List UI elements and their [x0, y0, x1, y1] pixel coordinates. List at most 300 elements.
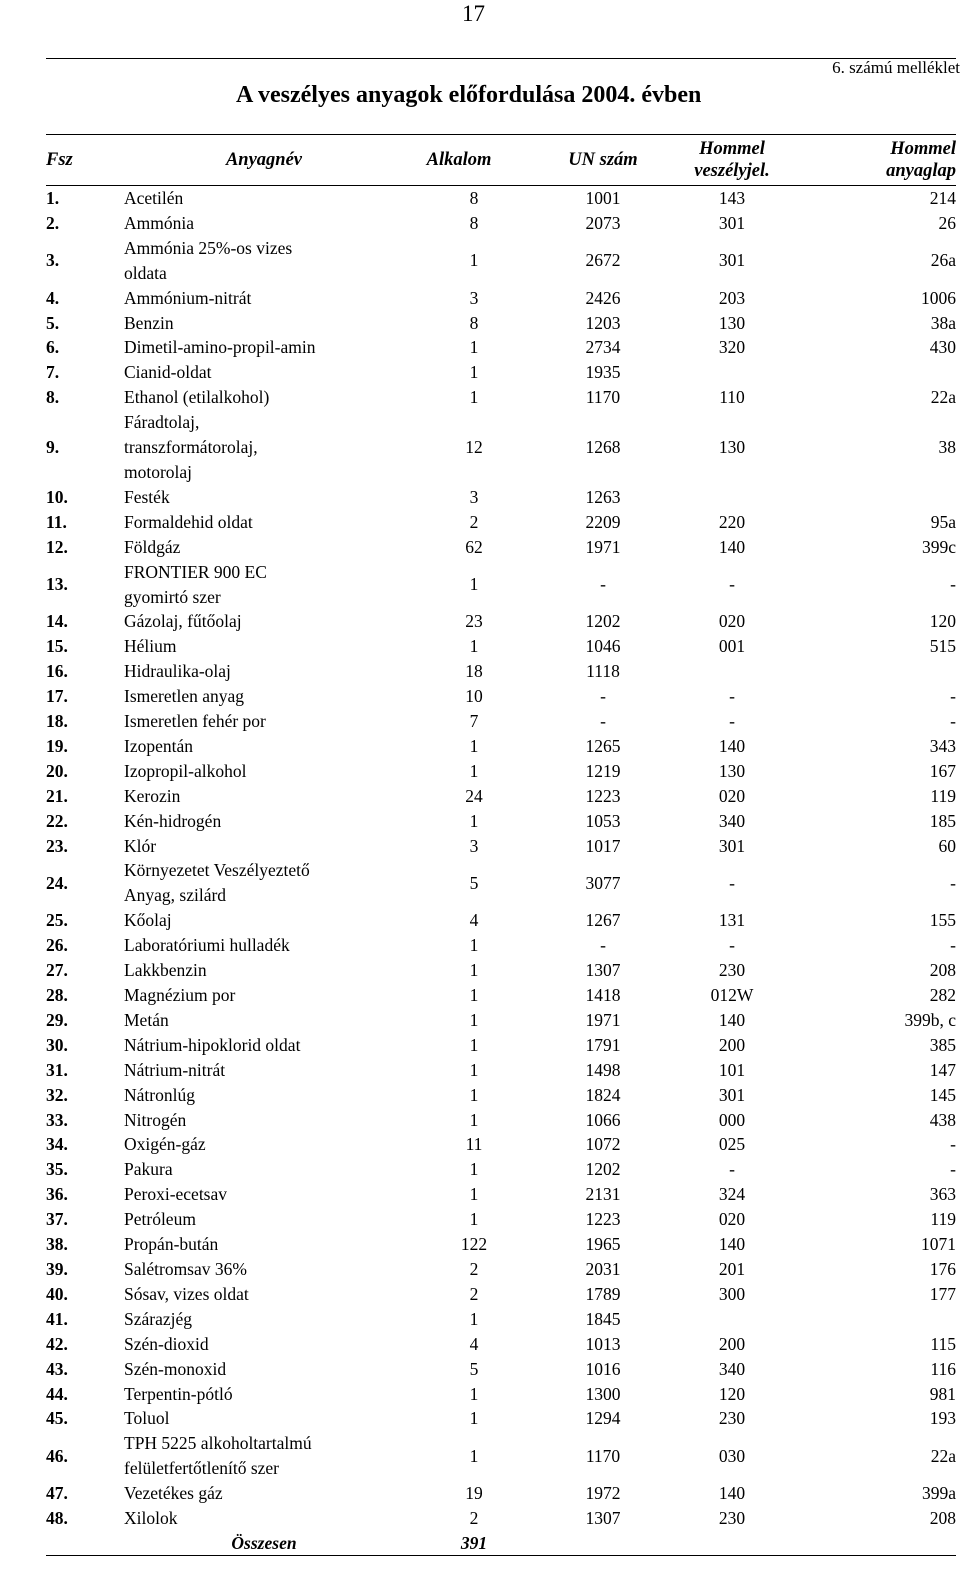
row-alkalom: 1 [469, 1408, 479, 1429]
row-hommel-anyaglap: - [950, 872, 956, 893]
table-row [46, 1207, 956, 1232]
row-alkalom: 1 [469, 935, 479, 956]
row-alkalom: 1 [469, 1109, 479, 1130]
row-un-szam: 1307 [585, 960, 621, 981]
row-fsz: 6. [46, 337, 60, 358]
row-un-szam: 1498 [585, 1059, 621, 1080]
row-alkalom: 10 [465, 686, 483, 707]
row-name: Toluol [124, 1408, 170, 1429]
row-hommel-anyaglap: 38a [930, 312, 956, 333]
table-row [46, 1382, 956, 1407]
table-row [46, 286, 956, 311]
table-row [46, 958, 956, 983]
row-name: Ammónium-nitrát [124, 287, 252, 308]
row-fsz: 8. [46, 387, 60, 408]
row-name: Szén-monoxid [124, 1358, 227, 1379]
row-alkalom: 1 [469, 1383, 479, 1404]
row-alkalom: 1 [469, 735, 479, 756]
row-hommel-veszelyjel: 025 [718, 1134, 746, 1155]
row-alkalom: 1 [469, 985, 479, 1005]
row-hommel-veszelyjel: 301 [718, 835, 746, 856]
row-alkalom: 12 [465, 437, 483, 458]
row-hommel-veszelyjel: 220 [718, 511, 746, 532]
row-name: Nitrogén [124, 1109, 187, 1130]
row-fsz: 21. [46, 785, 68, 806]
row-name: Ammónia 25%-os vizes oldata [124, 237, 293, 283]
row-un-szam: 1170 [585, 387, 621, 408]
row-un-szam: 2672 [585, 250, 621, 271]
header-rule [46, 58, 956, 59]
row-name: Xilolok [124, 1508, 178, 1529]
total-spacer [46, 1531, 124, 1556]
row-name: Oxigén-gáz [124, 1134, 206, 1155]
table-row [46, 1058, 956, 1083]
row-hommel-veszelyjel: 230 [718, 960, 746, 981]
row-alkalom: 1 [469, 1034, 479, 1055]
row-hommel-veszelyjel: - [729, 686, 735, 707]
row-hommel-veszelyjel: 131 [718, 910, 746, 931]
row-hommel-anyaglap: 363 [929, 1184, 956, 1205]
row-hommel-veszelyjel: 301 [718, 250, 746, 271]
row-hommel-veszelyjel: 140 [718, 735, 746, 756]
row-alkalom: 2 [469, 1283, 479, 1304]
row-alkalom: 1 [469, 387, 479, 408]
row-hommel-anyaglap: 515 [929, 636, 956, 657]
row-fsz: 4. [46, 287, 60, 308]
row-fsz: 16. [46, 661, 68, 682]
row-name: Gázolaj, fűtőolaj [124, 611, 242, 632]
row-hommel-veszelyjel: 110 [719, 387, 745, 408]
row-fsz: 29. [46, 1009, 68, 1030]
table-row [46, 1357, 956, 1382]
row-alkalom: 1 [469, 760, 479, 781]
row-fsz: 5. [46, 312, 60, 333]
row-hommel-anyaglap: - [950, 1159, 956, 1180]
row-fsz: 2. [46, 212, 60, 233]
table-row [46, 560, 956, 610]
row-hommel-veszelyjel: 020 [718, 611, 746, 632]
row-un-szam: 1307 [585, 1508, 621, 1529]
row-un-szam: 2209 [585, 511, 621, 532]
table-row [46, 1132, 956, 1157]
row-hommel-veszelyjel: 130 [718, 437, 746, 458]
row-fsz: 45. [46, 1408, 68, 1429]
row-name: Metán [124, 1009, 169, 1030]
total-spacer [544, 1531, 662, 1556]
row-alkalom: 1 [469, 960, 479, 981]
row-hommel-veszelyjel: 320 [718, 337, 746, 358]
row-un-szam: 1791 [585, 1034, 621, 1055]
table-row [46, 211, 956, 236]
row-name: Kén-hidrogén [124, 810, 222, 831]
row-fsz: 38. [46, 1234, 68, 1255]
row-hommel-veszelyjel: 230 [718, 1408, 746, 1429]
row-hommel-veszelyjel: - [729, 872, 735, 893]
row-name: Cianid-oldat [124, 362, 212, 383]
row-hommel-anyaglap: 95a [930, 511, 956, 532]
row-name: FRONTIER 900 EC gyomirtó szer [124, 561, 267, 607]
table-row [46, 609, 956, 634]
row-fsz: 19. [46, 735, 68, 756]
row-un-szam: 1202 [585, 1159, 621, 1180]
row-name: Nátrium-nitrát [124, 1059, 226, 1080]
row-alkalom: 1 [469, 1009, 479, 1030]
table-row [46, 1406, 956, 1431]
row-name: Környezetet Veszélyeztető Anyag, szilárd [124, 860, 310, 906]
table-row [46, 1282, 956, 1307]
row-hommel-anyaglap: 430 [929, 337, 956, 358]
row-hommel-anyaglap [802, 360, 956, 385]
row-hommel-anyaglap [802, 485, 956, 510]
row-un-szam: 1170 [585, 1445, 621, 1466]
row-name: Izopentán [124, 735, 193, 756]
column-header-fsz: Fsz [46, 150, 73, 170]
table-row [46, 1008, 956, 1033]
table-row [46, 933, 956, 958]
row-hommel-veszelyjel [662, 360, 802, 385]
row-name: Ismeretlen anyag [124, 686, 245, 707]
row-un-szam: 1965 [585, 1234, 621, 1255]
row-name: Kerozin [124, 785, 181, 806]
row-un-szam: 1267 [585, 910, 621, 931]
row-hommel-anyaglap: 119 [930, 1209, 956, 1230]
row-alkalom: 2 [469, 1258, 479, 1279]
row-un-szam: 2734 [585, 337, 621, 358]
row-hommel-veszelyjel: 200 [718, 1333, 746, 1354]
row-name: Sósav, vizes oldat [124, 1283, 249, 1304]
table-row [46, 1182, 956, 1207]
row-alkalom: 2 [469, 511, 479, 532]
column-header-anyagnev: Anyagnév [225, 150, 303, 170]
total-value: 391 [460, 1532, 488, 1553]
row-alkalom: 3 [469, 287, 479, 308]
row-hommel-anyaglap: - [950, 935, 956, 956]
row-un-szam: 1294 [585, 1408, 621, 1429]
row-un-szam: 1046 [585, 636, 621, 657]
row-un-szam: 1971 [585, 536, 621, 557]
row-fsz: 9. [46, 437, 60, 458]
row-hommel-anyaglap: 167 [929, 760, 956, 781]
row-name: Benzin [124, 312, 174, 333]
row-hommel-anyaglap: 177 [929, 1283, 956, 1304]
row-name: Pakura [124, 1159, 173, 1180]
row-name: Szárazjég [124, 1308, 193, 1329]
table-row [46, 1108, 956, 1133]
row-hommel-veszelyjel: 020 [718, 1209, 746, 1230]
row-alkalom: 1 [469, 337, 479, 358]
row-hommel-veszelyjel: 200 [718, 1034, 746, 1055]
row-name: Magnézium por [124, 985, 236, 1005]
row-un-szam: 1223 [585, 1209, 621, 1230]
row-name: Formaldehid oldat [124, 511, 253, 532]
row-hommel-veszelyjel: 120 [718, 1383, 746, 1404]
row-alkalom: 3 [469, 486, 479, 507]
row-hommel-anyaglap: 981 [929, 1383, 956, 1404]
row-fsz: 28. [46, 985, 68, 1005]
row-hommel-anyaglap: 385 [929, 1034, 956, 1055]
row-alkalom: 18 [465, 661, 483, 682]
row-alkalom: 23 [465, 611, 483, 632]
row-alkalom: 1 [469, 1184, 479, 1205]
row-alkalom: 5 [469, 1358, 479, 1379]
row-name: Ammónia [124, 212, 194, 233]
row-fsz: 13. [46, 574, 68, 595]
row-fsz: 31. [46, 1059, 68, 1080]
table-row [46, 360, 956, 385]
row-name: Ethanol (etilalkohol) [124, 387, 270, 408]
row-name: Szén-dioxid [124, 1333, 209, 1354]
row-hommel-veszelyjel: 140 [718, 536, 746, 557]
appendix-label: 6. számú melléklet [832, 58, 960, 77]
table-header-row [46, 135, 956, 186]
table-row [46, 1332, 956, 1357]
row-hommel-veszelyjel: 140 [718, 1009, 746, 1030]
row-hommel-veszelyjel [662, 659, 802, 684]
row-hommel-anyaglap: 26 [938, 212, 956, 233]
column-header-hommel-veszelyjel [662, 135, 802, 186]
row-alkalom: 7 [469, 711, 479, 732]
row-name: Fáradtolaj, transzformátorolaj, motorolaj [124, 412, 258, 482]
row-hommel-anyaglap: 22a [930, 387, 956, 408]
table-row [46, 335, 956, 360]
row-un-szam: 1265 [585, 735, 621, 756]
row-hommel-anyaglap: 208 [929, 1508, 956, 1529]
row-alkalom: 8 [469, 212, 479, 233]
row-name: Nátronlúg [124, 1084, 195, 1105]
table-row [46, 709, 956, 734]
total-spacer [802, 1531, 956, 1556]
row-hommel-veszelyjel: - [729, 711, 735, 732]
row-hommel-anyaglap: 282 [929, 985, 956, 1005]
table-row [46, 311, 956, 336]
column-header-hommel-veszelyjel-line2: veszélyjel. [694, 161, 770, 181]
table-row [46, 186, 956, 211]
row-alkalom: 5 [469, 872, 479, 893]
row-alkalom: 3 [469, 835, 479, 856]
table-row [46, 1506, 956, 1531]
row-fsz: 35. [46, 1159, 68, 1180]
row-un-szam: 1971 [585, 1009, 621, 1030]
row-hommel-veszelyjel [662, 485, 802, 510]
row-un-szam: - [600, 686, 606, 707]
row-name: Terpentin-pótló [124, 1383, 233, 1404]
row-hommel-veszelyjel: 130 [718, 760, 746, 781]
row-fsz: 43. [46, 1358, 68, 1379]
row-fsz: 48. [46, 1508, 68, 1529]
row-hommel-veszelyjel: 130 [718, 312, 746, 333]
row-fsz: 23. [46, 835, 68, 856]
row-alkalom: 1 [469, 1308, 479, 1329]
row-fsz: 20. [46, 760, 68, 781]
table-row [46, 734, 956, 759]
row-alkalom: 8 [469, 188, 479, 208]
table-row [46, 410, 956, 485]
total-row [46, 1531, 956, 1556]
row-un-szam: 1935 [585, 362, 621, 383]
table-row [46, 983, 956, 1008]
row-hommel-anyaglap: 343 [929, 735, 956, 756]
row-un-szam: 1203 [585, 312, 621, 333]
table-row [46, 684, 956, 709]
row-fsz: 42. [46, 1333, 68, 1354]
row-hommel-veszelyjel: 301 [718, 1084, 746, 1105]
row-hommel-anyaglap: 208 [929, 960, 956, 981]
row-hommel-anyaglap: 193 [929, 1408, 956, 1429]
row-hommel-veszelyjel: 030 [718, 1445, 746, 1466]
row-fsz: 37. [46, 1209, 68, 1230]
row-alkalom: 1 [469, 1059, 479, 1080]
table-row [46, 1257, 956, 1282]
row-alkalom: 24 [465, 785, 483, 806]
row-un-szam: 1268 [585, 437, 621, 458]
row-fsz: 34. [46, 1134, 68, 1155]
row-un-szam: 1789 [585, 1283, 621, 1304]
row-un-szam: 1017 [585, 835, 621, 856]
row-alkalom: 4 [469, 910, 479, 931]
row-un-szam: 1845 [585, 1308, 621, 1329]
row-fsz: 17. [46, 686, 68, 707]
row-fsz: 15. [46, 636, 68, 657]
row-name: Acetilén [124, 188, 184, 208]
row-hommel-veszelyjel: 140 [718, 1483, 746, 1504]
table-row [46, 659, 956, 684]
row-hommel-veszelyjel: 340 [718, 1358, 746, 1379]
row-alkalom: 11 [465, 1134, 483, 1155]
row-un-szam: - [600, 711, 606, 732]
table-row [46, 1083, 956, 1108]
column-header-hommel-anyaglap [802, 135, 956, 186]
row-hommel-anyaglap: 185 [929, 810, 956, 831]
row-un-szam: 1053 [585, 810, 621, 831]
row-fsz: 44. [46, 1383, 68, 1404]
row-hommel-veszelyjel: - [729, 935, 735, 956]
row-name: Laboratóriumi hulladék [124, 935, 290, 956]
row-fsz: 47. [46, 1483, 68, 1504]
row-un-szam: 3077 [585, 872, 621, 893]
row-hommel-veszelyjel: 230 [718, 1508, 746, 1529]
row-hommel-veszelyjel: 201 [718, 1258, 746, 1279]
table-row [46, 385, 956, 410]
document-title: A veszélyes anyagok előfordulása 2004. évben [236, 82, 702, 108]
row-hommel-anyaglap: - [950, 574, 956, 595]
row-fsz: 25. [46, 910, 68, 931]
table-row [46, 809, 956, 834]
row-hommel-veszelyjel: 203 [718, 287, 746, 308]
row-name: Nátrium-hipoklorid oldat [124, 1034, 301, 1055]
table-row [46, 858, 956, 908]
table-row [46, 1307, 956, 1332]
row-name: Klór [124, 835, 157, 856]
row-name: Propán-bután [124, 1234, 219, 1255]
row-hommel-veszelyjel: 012W [710, 985, 754, 1005]
row-fsz: 39. [46, 1258, 68, 1279]
row-fsz: 30. [46, 1034, 68, 1055]
row-alkalom: 1 [469, 1445, 479, 1466]
row-fsz: 3. [46, 250, 60, 271]
row-name: Földgáz [124, 536, 181, 557]
total-spacer [662, 1531, 802, 1556]
row-alkalom: 62 [465, 536, 483, 557]
row-hommel-veszelyjel: 143 [718, 188, 746, 208]
row-hommel-anyaglap: 155 [929, 910, 956, 931]
row-un-szam: - [600, 574, 606, 595]
row-fsz: 7. [46, 362, 60, 383]
page-number: 17 [462, 1, 485, 26]
row-alkalom: 1 [469, 1159, 479, 1180]
row-fsz: 33. [46, 1109, 68, 1130]
row-un-szam: 2426 [585, 287, 621, 308]
column-header-un-szam: UN szám [568, 150, 638, 170]
row-hommel-anyaglap: - [950, 686, 956, 707]
row-un-szam: 1016 [585, 1358, 621, 1379]
row-fsz: 11. [46, 511, 67, 532]
table-row [46, 1232, 956, 1257]
row-hommel-veszelyjel: 140 [718, 1234, 746, 1255]
row-hommel-veszelyjel: 300 [718, 1283, 746, 1304]
column-header-hommel-anyaglap-line2: anyaglap [886, 161, 956, 181]
table-row [46, 1157, 956, 1182]
row-un-szam: 1219 [585, 760, 621, 781]
row-fsz: 41. [46, 1308, 68, 1329]
row-un-szam: 1972 [585, 1483, 621, 1504]
row-alkalom: 122 [460, 1234, 488, 1255]
row-alkalom: 1 [469, 250, 479, 271]
row-un-szam: 1202 [585, 611, 621, 632]
table-row [46, 759, 956, 784]
row-hommel-anyaglap: 145 [929, 1084, 956, 1105]
row-alkalom: 1 [469, 1209, 479, 1230]
row-hommel-anyaglap: 399c [921, 536, 956, 557]
table-row [46, 1431, 956, 1481]
row-hommel-anyaglap: - [950, 711, 956, 732]
row-fsz: 10. [46, 486, 68, 507]
hazardous-materials-table [46, 134, 956, 1556]
row-alkalom: 19 [465, 1483, 483, 1504]
row-un-szam: 1418 [585, 985, 621, 1005]
row-un-szam: 1066 [585, 1109, 621, 1130]
row-hommel-anyaglap: 147 [929, 1059, 956, 1080]
row-name: Dimetil-amino-propil-amin [124, 337, 316, 358]
row-un-szam: 1118 [586, 661, 620, 682]
column-header-alkalom: Alkalom [426, 150, 492, 170]
row-hommel-veszelyjel [662, 1307, 802, 1332]
row-hommel-veszelyjel: 001 [718, 636, 746, 657]
row-alkalom: 4 [469, 1333, 479, 1354]
row-fsz: 26. [46, 935, 68, 956]
row-alkalom: 1 [469, 810, 479, 831]
row-fsz: 24. [46, 872, 68, 893]
row-name: Kőolaj [124, 910, 172, 931]
row-name: Vezetékes gáz [124, 1483, 223, 1504]
table-row [46, 634, 956, 659]
row-hommel-anyaglap: 399a [921, 1483, 956, 1504]
table-row [46, 834, 956, 859]
row-hommel-anyaglap: 438 [929, 1109, 956, 1130]
table-row [46, 784, 956, 809]
row-fsz: 14. [46, 611, 68, 632]
row-fsz: 22. [46, 810, 68, 831]
row-hommel-anyaglap: - [950, 1134, 956, 1155]
row-name: Peroxi-ecetsav [124, 1184, 228, 1205]
row-alkalom: 2 [469, 1508, 479, 1529]
row-un-szam: 2031 [585, 1258, 621, 1279]
row-hommel-anyaglap [802, 1307, 956, 1332]
row-fsz: 1. [46, 188, 60, 208]
row-name: Petróleum [124, 1209, 196, 1230]
row-hommel-anyaglap: 115 [930, 1333, 956, 1354]
row-fsz: 46. [46, 1445, 68, 1466]
row-name: TPH 5225 alkoholtartalmú felületfertőtlenítő szer [124, 1433, 312, 1479]
